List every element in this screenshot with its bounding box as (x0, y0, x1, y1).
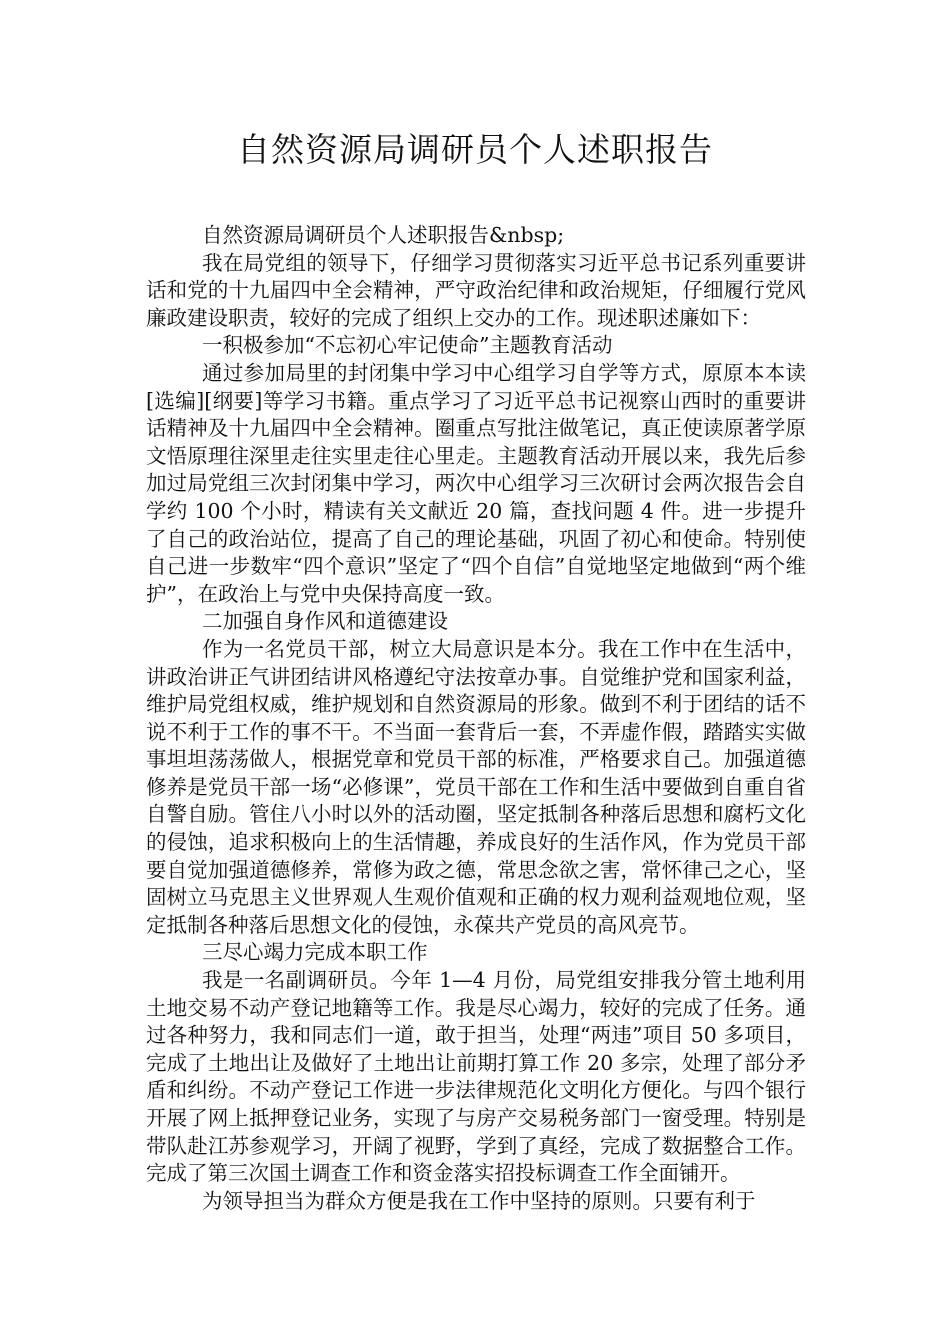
paragraph-section-3: 我是一名副调研员。今年 1—4 月份，局党组安排我分管土地利用土地交易不动产登记地籍等工作。我是尽心竭力，较好的完成了任务。通过各种努力，我和同志们一道，敢于担当，处理“两违”项目 50 多项目，完成了土地出让及做好了土地出让前期打算工作 20 多宗，处理了部分矛盾和纠纷。不动产登记工作进一步法律规范化文明化方便化。与四个银行开展了网上抵押登记业务，实现了与房产交易税务部门一窗受理。特别是带队赴江苏参观学习，开阔了视野，学到了真经，完成了数据整合工作。完成了第三次国土调查工作和资金落实招投标调查工作全面铺开。 (146, 968, 806, 1186)
paragraph-section-2: 作为一名党员干部，树立大局意识是本分。我在工作中在生活中，讲政治讲正气讲团结讲风格遵纪守法按章办事。自觉维护党和国家利益，维护局党组权威，维护规划和自然资源局的形象。做到不利于团结的话不说不利于工作的事不干。不当面一套背后一套，不弄虚作假，踏踏实实做事坦坦荡荡做人，根据党章和党员干部的标准，严格要求自己。加强道德修养是党员干部一场“必修课”，党员干部在工作和生活中要做到自重自省自警自励。管住八小时以外的活动圈，坚定抵制各种落后思想和腐朽文化的侵蚀，追求积极向上的生活情趣，养成良好的生活作风，作为党员干部要自觉加强道德修养，常修为政之德，常思念欲之害，常怀律己之心，坚固树立马克思主义世界观人生观价值观和正确的权力观利益观地位观，坚定抵制各种落后思想文化的侵蚀，永葆共产党员的高风亮节。 (146, 636, 806, 937)
document-title: 自然资源局调研员个人述职报告 (237, 130, 713, 169)
document-body (146, 222, 806, 1215)
paragraph-section-1: 通过参加局里的封闭集中学习中心组学习自学等方式，原原本本读[选编][纲要]等学习书籍。重点学习了习近平总书记视察山西时的重要讲话精神及十九届四中全会精神。圈重点写批注做笔记，真正使读原著学原文悟原理往深里走往实里走往心里走。主题教育活动开展以来，我先后参加过局党组三次封闭集中学习，两次中心组学习三次研讨会两次报告会自学约 100 个小时，精读有关文献近 20 篇，查找问题 4 件。进一步提升了自己的政治站位，提高了自己的理论基础，巩固了初心和使命。特别使自己进一步数牢“四个意识”坚定了“四个自信”自觉地坚定地做到“两个维护”，在政治上与党中央保持高度一致。 (146, 360, 806, 606)
section-heading-1: 一积极参加“不忘初心牢记使命”主题教育活动 (202, 333, 613, 358)
paragraph-section-3-continued: 为领导担当为群众方便是我在工作中坚持的原则。只要有利于 (202, 1188, 756, 1213)
section-heading-2: 二加强自身作风和道德建设 (202, 609, 448, 634)
section-heading-3: 三尽心竭力完成本职工作 (202, 940, 428, 965)
paragraph-heading-repeat: 自然资源局调研员个人述职报告&nbsp; (202, 223, 565, 247)
paragraph-intro: 我在局党组的领导下，仔细学习贯彻落实习近平总书记系列重要讲话和党的十九届四中全会精神，严守政治纪律和政治规矩，仔细履行党风廉政建设职责，较好的完成了组织上交办的工作。现述职述廉如下： (146, 250, 806, 330)
